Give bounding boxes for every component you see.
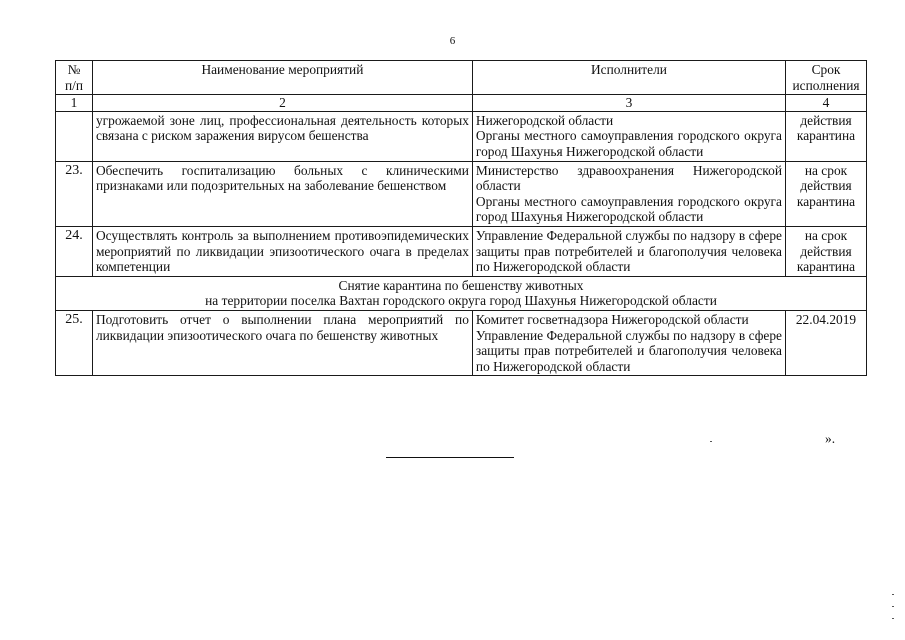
table-row — [56, 161, 867, 226]
end-rule — [386, 457, 514, 458]
executors-cell — [472, 226, 785, 276]
column-index: 1 — [56, 95, 93, 112]
header-term — [786, 61, 867, 95]
scan-speck — [892, 618, 894, 619]
term-line: карантина — [796, 259, 856, 275]
executor: Комитет госветнадзора Нижегородской области — [475, 311, 749, 327]
column-index: 3 — [472, 95, 785, 112]
column-index-row — [56, 95, 867, 112]
table-row — [56, 226, 867, 276]
closing-quote: ». — [825, 431, 836, 446]
executors-cell — [472, 310, 785, 375]
section-heading-row — [56, 276, 867, 310]
executor: Органы местного самоуправления городского округа город Шахунья Нижегородской области — [475, 128, 782, 159]
header-number — [56, 61, 93, 95]
term-cell — [786, 161, 867, 226]
executors-cell — [472, 111, 785, 161]
section-heading — [56, 276, 867, 310]
activity-name: угрожаемой зоне лиц, профессиональная деятельность которых связана с риском заражения вирусом бешенства — [92, 111, 472, 161]
row-number — [56, 111, 93, 161]
activity-name: Подготовить отчет о выполнении плана мероприятий по ликвидации эпизоотического очага по бешенству животных — [92, 310, 472, 375]
term-line: действия — [800, 243, 852, 259]
scan-speck — [892, 594, 894, 595]
row-number: 25. — [56, 310, 93, 375]
scan-speck — [710, 441, 712, 442]
header-number-line1: № — [67, 62, 81, 77]
term-line: карантина — [796, 128, 856, 144]
activities-table — [55, 60, 867, 376]
table-row — [56, 310, 867, 375]
executor: Нижегородской области — [475, 112, 614, 128]
column-index: 2 — [92, 95, 472, 112]
executor: Министерство здравоохранения Нижегородской области — [475, 162, 782, 194]
column-index: 4 — [786, 95, 867, 112]
executors-cell — [472, 161, 785, 226]
header-activity-name: Наименование мероприятий — [92, 61, 472, 95]
section-heading-line2: на территории поселка Вахтан городского округа город Шахунья Нижегородской области — [205, 293, 717, 309]
activity-name: Обеспечить госпитализацию больных с клиническими признаками или подозрительных на заболевание бешенством — [92, 161, 472, 226]
term-line: карантина — [796, 193, 856, 209]
header-term-line1: Срок — [811, 62, 841, 77]
table-header-row — [56, 61, 867, 95]
term-cell: 22.04.2019 — [786, 310, 867, 375]
row-number: 23. — [56, 161, 93, 226]
term-line: действия — [800, 178, 852, 194]
table-row — [56, 111, 867, 161]
activity-name: Осуществлять контроль за выполнением противоэпидемических мероприятий по ликвидации эпизоотического очага в пределах компетенции — [92, 226, 472, 276]
term-line: действия — [800, 112, 852, 128]
executor: Органы местного самоуправления городского округа город Шахунья Нижегородской области — [475, 193, 782, 225]
row-number: 24. — [56, 226, 93, 276]
header-number-line2: п/п — [64, 77, 83, 93]
executor: Управление Федеральной службы по надзору в сфере защиты прав потребителей и благополучия человека по Нижегородской области — [475, 227, 782, 275]
executor: Управление Федеральной службы по надзору в сфере защиты прав потребителей и благополучия человека по Нижегородской области — [475, 327, 782, 374]
header-executors: Исполнители — [472, 61, 785, 95]
term-cell — [786, 111, 867, 161]
page-number: 6 — [449, 35, 456, 47]
term-line: на срок — [804, 227, 848, 243]
header-term-line2: исполнения — [792, 77, 860, 93]
scan-speck — [892, 606, 894, 607]
term-line: на срок — [804, 162, 848, 178]
term-cell — [786, 226, 867, 276]
section-heading-line1: Снятие карантина по бешенству животных — [338, 277, 584, 293]
